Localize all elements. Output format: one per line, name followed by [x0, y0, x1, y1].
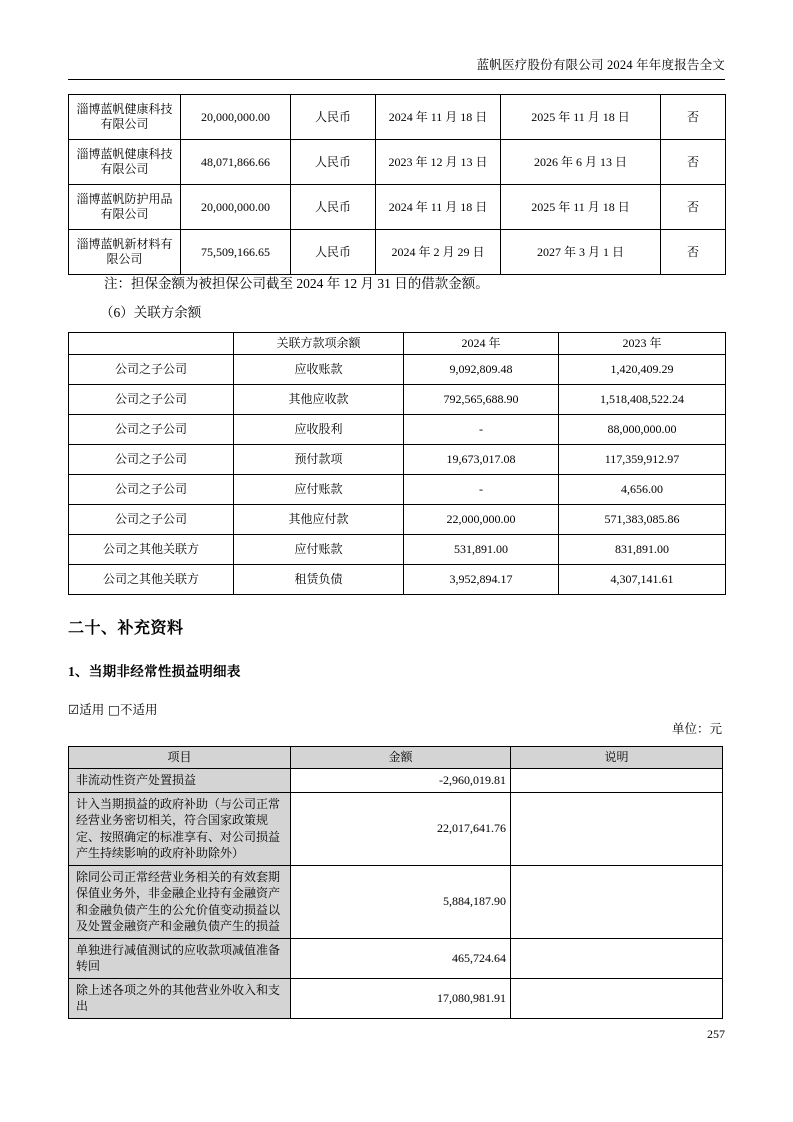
related-party: 公司之子公司 — [69, 445, 234, 475]
nonrecurring-amount: 17,080,981.91 — [291, 978, 511, 1018]
nonrecurring-item: 除同公司正常经营业务相关的有效套期保值业务外，非金融企业持有金融资产和金融负债产生的公允价值变动损益以及处置金融资产和金融负债产生的损益 — [69, 865, 291, 938]
related-2023-value: 571,383,085.86 — [559, 505, 726, 535]
nonrecurring-remark — [511, 769, 723, 793]
table-row — [69, 475, 726, 505]
related-party: 公司之其他关联方 — [69, 565, 234, 595]
guarantee-start-date: 2024 年 11 月 18 日 — [376, 185, 501, 230]
guarantee-end-date: 2026 年 6 月 13 日 — [501, 140, 661, 185]
related-item: 其他应收款 — [234, 385, 404, 415]
nonrecurring-item: 非流动性资产处置损益 — [69, 769, 291, 793]
table-row — [69, 95, 726, 140]
nonrecurring-item: 除上述各项之外的其他营业外收入和支出 — [69, 978, 291, 1018]
table-row — [69, 865, 723, 938]
guarantee-fulfilled: 否 — [661, 140, 726, 185]
related-2023-value: 1,420,409.29 — [559, 355, 726, 385]
table-row — [69, 938, 723, 978]
related-party: 公司之子公司 — [69, 385, 234, 415]
related-2023-value: 831,891.00 — [559, 535, 726, 565]
table-row — [69, 185, 726, 230]
related-item: 应收账款 — [234, 355, 404, 385]
column-header-item: 关联方款项余额 — [234, 333, 404, 355]
related-party-balance-table — [68, 332, 726, 595]
nonrecurring-remark — [511, 938, 723, 978]
guarantee-fulfilled: 否 — [661, 230, 726, 275]
guarantee-start-date: 2023 年 12 月 13 日 — [376, 140, 501, 185]
related-2024-value: - — [404, 475, 559, 505]
guarantee-amount: 75,509,166.65 — [181, 230, 291, 275]
related-item: 应付账款 — [234, 475, 404, 505]
column-header-party — [69, 333, 234, 355]
table-row — [69, 535, 726, 565]
guarantee-end-date: 2025 年 11 月 18 日 — [501, 185, 661, 230]
nonrecurring-amount: -2,960,019.81 — [291, 769, 511, 793]
table-header-row — [69, 747, 723, 769]
table-row — [69, 565, 726, 595]
related-2023-value: 4,307,141.61 — [559, 565, 726, 595]
guarantee-company: 淄博蓝帆健康科技有限公司 — [69, 95, 181, 140]
guarantee-company: 淄博蓝帆防护用品有限公司 — [69, 185, 181, 230]
guarantee-fulfilled: 否 — [661, 185, 726, 230]
table-row — [69, 978, 723, 1018]
table-row — [69, 385, 726, 415]
table-row — [69, 505, 726, 535]
guarantee-currency: 人民币 — [291, 95, 376, 140]
guarantee-amount: 48,071,866.66 — [181, 140, 291, 185]
related-2023-value: 4,656.00 — [559, 475, 726, 505]
guarantee-amount: 20,000,000.00 — [181, 185, 291, 230]
related-item: 其他应付款 — [234, 505, 404, 535]
related-2024-value: 531,891.00 — [404, 535, 559, 565]
nonrecurring-amount: 5,884,187.90 — [291, 865, 511, 938]
column-header-2023: 2023 年 — [559, 333, 726, 355]
nonrecurring-amount: 22,017,641.76 — [291, 792, 511, 865]
related-party: 公司之子公司 — [69, 415, 234, 445]
related-2024-value: - — [404, 415, 559, 445]
guarantee-end-date: 2025 年 11 月 18 日 — [501, 95, 661, 140]
related-party: 公司之子公司 — [69, 355, 234, 385]
nonrecurring-item: 计入当期损益的政府补助（与公司正常经营业务密切相关，符合国家政策规定、按照确定的标准享有、对公司损益产生持续影响的政府补助除外） — [69, 792, 291, 865]
header-divider — [68, 79, 725, 80]
guarantee-start-date: 2024 年 11 月 18 日 — [376, 95, 501, 140]
guarantee-currency: 人民币 — [291, 185, 376, 230]
related-2024-value: 792,565,688.90 — [404, 385, 559, 415]
table-row — [69, 415, 726, 445]
column-header-remark: 说明 — [511, 747, 723, 769]
nonrecurring-amount: 465,724.64 — [291, 938, 511, 978]
table-header-row — [69, 333, 726, 355]
subsection-6-heading: （6）关联方余额 — [100, 305, 202, 320]
guarantee-note: 注：担保金额为被担保公司截至 2024 年 12 月 31 日的借款金额。 — [104, 276, 489, 291]
page-number: 257 — [707, 1027, 725, 1041]
related-2024-value: 3,952,894.17 — [404, 565, 559, 595]
unit-label: 单位：元 — [671, 722, 722, 736]
related-2024-value: 19,673,017.08 — [404, 445, 559, 475]
table-row — [69, 792, 723, 865]
related-item: 预付款项 — [234, 445, 404, 475]
related-item: 租赁负债 — [234, 565, 404, 595]
table-row — [69, 230, 726, 275]
table-row — [69, 140, 726, 185]
guarantee-table — [68, 94, 726, 275]
guarantee-start-date: 2024 年 2 月 29 日 — [376, 230, 501, 275]
guarantee-fulfilled: 否 — [661, 95, 726, 140]
related-2024-value: 22,000,000.00 — [404, 505, 559, 535]
guarantee-end-date: 2027 年 3 月 1 日 — [501, 230, 661, 275]
table-row — [69, 769, 723, 793]
guarantee-amount: 20,000,000.00 — [181, 95, 291, 140]
page-header-title: 蓝帆医疗股份有限公司 2024 年年度报告全文 — [476, 58, 725, 72]
guarantee-company: 淄博蓝帆新材料有限公司 — [69, 230, 181, 275]
related-item: 应收股利 — [234, 415, 404, 445]
column-header-2024: 2024 年 — [404, 333, 559, 355]
nonrecurring-profit-loss-table — [68, 746, 723, 1019]
guarantee-currency: 人民币 — [291, 230, 376, 275]
related-2023-value: 117,359,912.97 — [559, 445, 726, 475]
related-2023-value: 1,518,408,522.24 — [559, 385, 726, 415]
subsection-heading-1: 1、当期非经常性损益明细表 — [68, 664, 241, 679]
related-2023-value: 88,000,000.00 — [559, 415, 726, 445]
related-2024-value: 9,092,809.48 — [404, 355, 559, 385]
related-party: 公司之子公司 — [69, 505, 234, 535]
nonrecurring-remark — [511, 865, 723, 938]
related-party: 公司之其他关联方 — [69, 535, 234, 565]
table-row — [69, 355, 726, 385]
nonrecurring-remark — [511, 792, 723, 865]
guarantee-currency: 人民币 — [291, 140, 376, 185]
related-item: 应付账款 — [234, 535, 404, 565]
column-header-item: 项目 — [69, 747, 291, 769]
nonrecurring-item: 单独进行减值测试的应收款项减值准备转回 — [69, 938, 291, 978]
applicability-checkboxes[interactable]: ☑适用 □不适用 — [68, 702, 158, 717]
column-header-amount: 金额 — [291, 747, 511, 769]
nonrecurring-remark — [511, 978, 723, 1018]
related-party: 公司之子公司 — [69, 475, 234, 505]
table-row — [69, 445, 726, 475]
guarantee-company: 淄博蓝帆健康科技有限公司 — [69, 140, 181, 185]
section-heading-twenty: 二十、补充资料 — [68, 620, 184, 637]
